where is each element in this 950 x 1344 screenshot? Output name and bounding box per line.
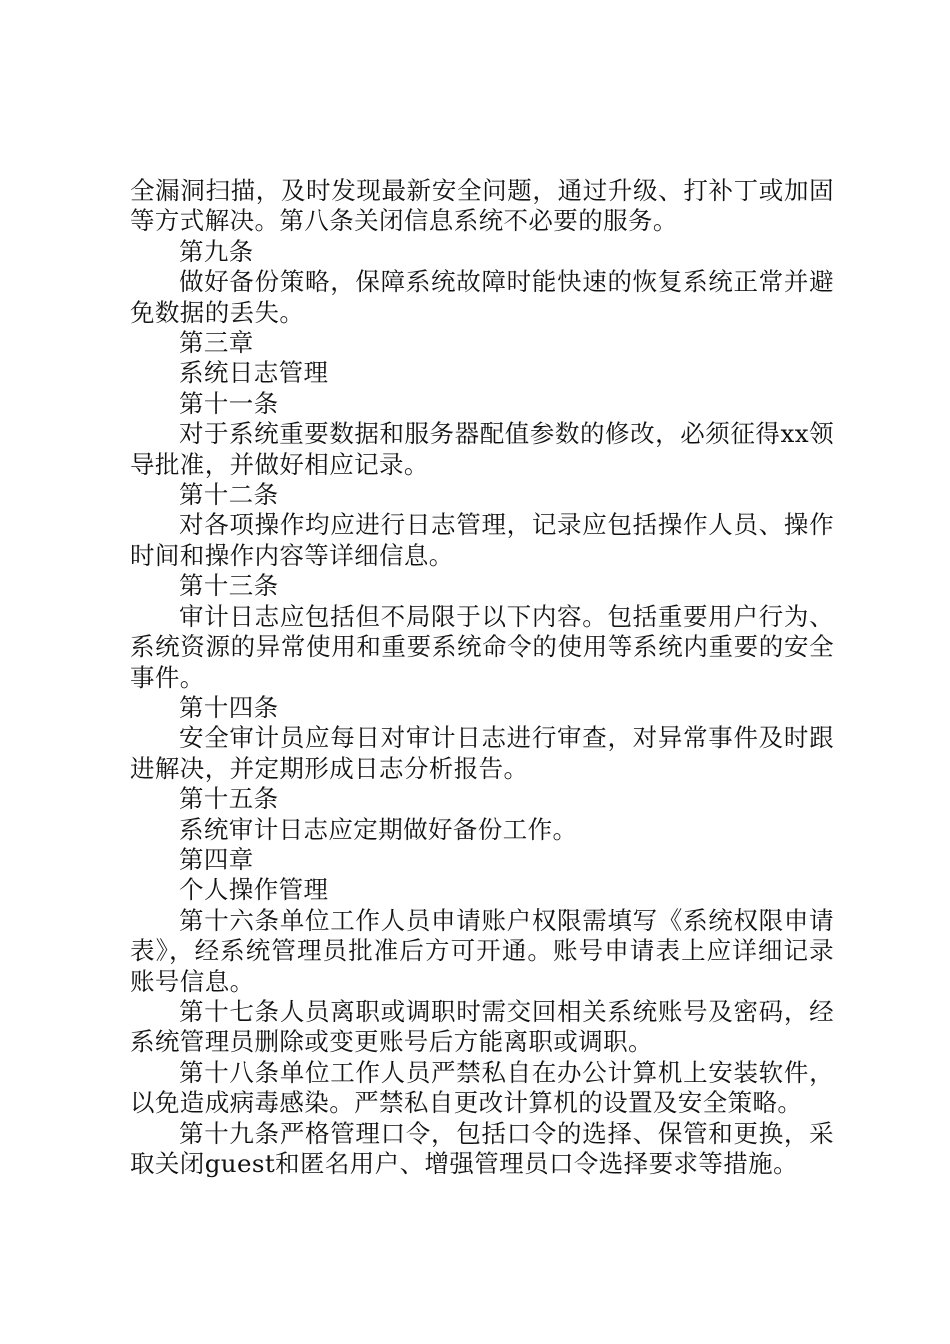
paragraph-article-19: 第十九条严格管理口令，包括口令的选择、保管和更换，采取关闭guest和匿名用户、增强管理员口令选择要求等措施。 (130, 1118, 834, 1178)
article-heading-13: 第十三条 (179, 571, 279, 601)
paragraph-article-9: 做好备份策略，保障系统故障时能快速的恢复系统正常并避免数据的丢失。 (130, 267, 834, 327)
article-heading-11: 第十一条 (179, 388, 279, 418)
article-heading-15: 第十五条 (179, 784, 279, 814)
paragraph-article-11: 对于系统重要数据和服务器配值参数的修改，必须征得xx领导批准，并做好相应记录。 (130, 419, 834, 479)
paragraph-continuation: 全漏洞扫描，及时发现最新安全问题，通过升级、打补丁或加固等方式解决。第八条关闭信息系统不必要的服务。 (130, 176, 834, 236)
paragraph-article-18: 第十八条单位工作人员严禁私自在办公计算机上安装软件，以免造成病毒感染。严禁私自更改计算机的设置及安全策略。 (130, 1057, 834, 1118)
article-heading-12: 第十二条 (179, 480, 279, 510)
chapter-title-4: 个人操作管理 (179, 875, 329, 905)
paragraph-article-13: 审计日志应包括但不局限于以下内容。包括重要用户行为、系统资源的异常使用和重要系统命令的使用等系统内重要的安全事件。 (130, 601, 834, 692)
paragraph-article-12: 对各项操作均应进行日志管理，记录应包括操作人员、操作时间和操作内容等详细信息。 (130, 510, 834, 570)
chapter-heading-3: 第三章 (179, 328, 254, 358)
paragraph-article-17: 第十七条人员离职或调职时需交回相关系统账号及密码，经系统管理员删除或变更账号后方能离职或调职。 (130, 996, 834, 1057)
paragraph-article-16: 第十六条单位工作人员申请账户权限需填写《系统权限申请表》，经系统管理员批准后方可开通。账号申请表上应详细记录账号信息。 (130, 905, 834, 996)
document-body (130, 176, 834, 1179)
article-heading-9: 第九条 (179, 236, 254, 266)
chapter-title-3: 系统日志管理 (179, 358, 329, 388)
paragraph-article-15: 系统审计日志应定期做好备份工作。 (179, 814, 578, 844)
chapter-heading-4: 第四章 (179, 844, 254, 874)
paragraph-article-14: 安全审计员应每日对审计日志进行审查，对异常事件及时跟进解决，并定期形成日志分析报告。 (130, 723, 834, 783)
article-heading-14: 第十四条 (179, 692, 279, 722)
